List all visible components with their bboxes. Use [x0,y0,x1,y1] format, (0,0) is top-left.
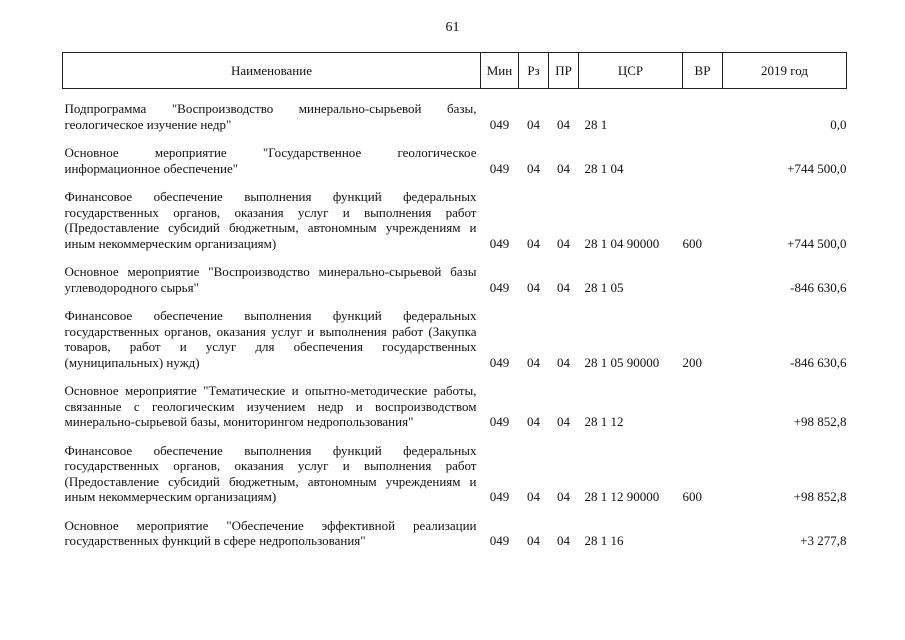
table-row [63,435,847,510]
row-rz: 04 [527,489,540,504]
header-rz: Рз [519,53,549,89]
row-csr: 28 1 12 [584,414,624,429]
row-amount: -846 630,6 [790,279,847,295]
row-name: Финансовое обеспечение выполнения функций федеральных государственных органов, оказания услуг и выполнения работ (Предоставление субсидий бюджетным, автономным учреждениям и иным некоммерческим организациям) [64,189,477,251]
header-name: Наименование [63,53,481,89]
row-amount: +3 277,8 [800,533,847,548]
row-amount: -846 630,6 [790,354,847,370]
table-row [63,181,847,256]
row-rz: 04 [527,533,540,548]
row-csr: 28 1 12 90000 [584,489,660,504]
row-pr: 04 [557,414,570,429]
row-csr: 28 1 16 [584,533,624,548]
row-csr: 28 1 04 90000 [584,235,660,251]
row-min: 049 [489,414,510,429]
row-min: 049 [489,160,510,176]
row-name: Подпрограмма "Воспроизводство минерально-сырьевой базы, геологическое изучение недр" [64,101,477,132]
row-vr [683,375,723,435]
row-name: Основное мероприятие "Государственное геологическое информационное обеспечение" [64,145,477,176]
table-body [63,89,847,554]
header-pr: ПР [549,53,579,89]
table-row [63,137,847,181]
table-row [63,375,847,435]
row-rz: 04 [527,279,540,295]
row-min: 049 [489,116,510,132]
header-min: Мин [481,53,519,89]
row-csr: 28 1 [584,116,608,132]
row-vr [683,510,723,554]
row-vr [683,89,723,138]
table-row [63,89,847,138]
row-pr: 04 [557,235,570,251]
row-name: Основное мероприятие "Обеспечение эффективной реализации государственных функций в сфере недропользования" [64,517,477,548]
row-amount: +744 500,0 [787,235,847,251]
row-pr: 04 [557,533,570,548]
header-vr: ВР [683,53,723,89]
row-min: 049 [489,354,510,370]
row-csr: 28 1 05 [584,279,624,295]
row-name: Основное мероприятие "Воспроизводство минерально-сырьевой базы углеводородного сырья" [64,264,477,295]
row-rz: 04 [527,235,540,251]
row-csr: 28 1 05 90000 [584,354,660,370]
row-rz: 04 [527,354,540,370]
header-csr: ЦСР [579,53,683,89]
row-csr: 28 1 04 [584,160,624,176]
row-pr: 04 [557,116,570,132]
table-row [63,256,847,300]
row-pr: 04 [557,279,570,295]
row-pr: 04 [557,160,570,176]
table-header [63,53,847,89]
row-rz: 04 [527,116,540,132]
row-vr [683,256,723,300]
row-rz: 04 [527,414,540,429]
row-amount: +744 500,0 [787,160,847,176]
row-amount: 0,0 [830,116,847,132]
row-vr: 200 [682,354,702,370]
row-name: Основное мероприятие "Тематические и опытно-методические работы, связанные с геологическим изучением недр и воспроизводством минерально-сырьевой базы, мониторингом недропользования" [64,383,477,429]
row-min: 049 [489,533,510,548]
row-amount: +98 852,8 [793,414,847,429]
row-min: 049 [489,235,510,251]
row-vr: 600 [682,489,702,504]
table-row [63,510,847,554]
page-number: 61 [445,20,460,35]
header-year: 2019 год [723,53,847,89]
row-vr: 600 [682,235,702,251]
row-min: 049 [489,489,510,504]
row-name: Финансовое обеспечение выполнения функций федеральных государственных органов, оказания услуг и выполнения работ (Закупка товаров, работ и услуг для обеспечения государственных (муниципальных) нужд) [64,308,477,370]
table-row [63,300,847,375]
row-amount: +98 852,8 [793,489,847,504]
row-pr: 04 [557,354,570,370]
row-pr: 04 [557,489,570,504]
row-name: Финансовое обеспечение выполнения функций федеральных государственных органов, оказания услуг и выполнения работ (Предоставление субсидий бюджетным, автономным учреждениям и иным некоммерческим организациям) [64,442,477,504]
row-min: 049 [489,279,510,295]
budget-table [62,52,847,554]
row-vr [683,137,723,181]
row-rz: 04 [527,160,540,176]
